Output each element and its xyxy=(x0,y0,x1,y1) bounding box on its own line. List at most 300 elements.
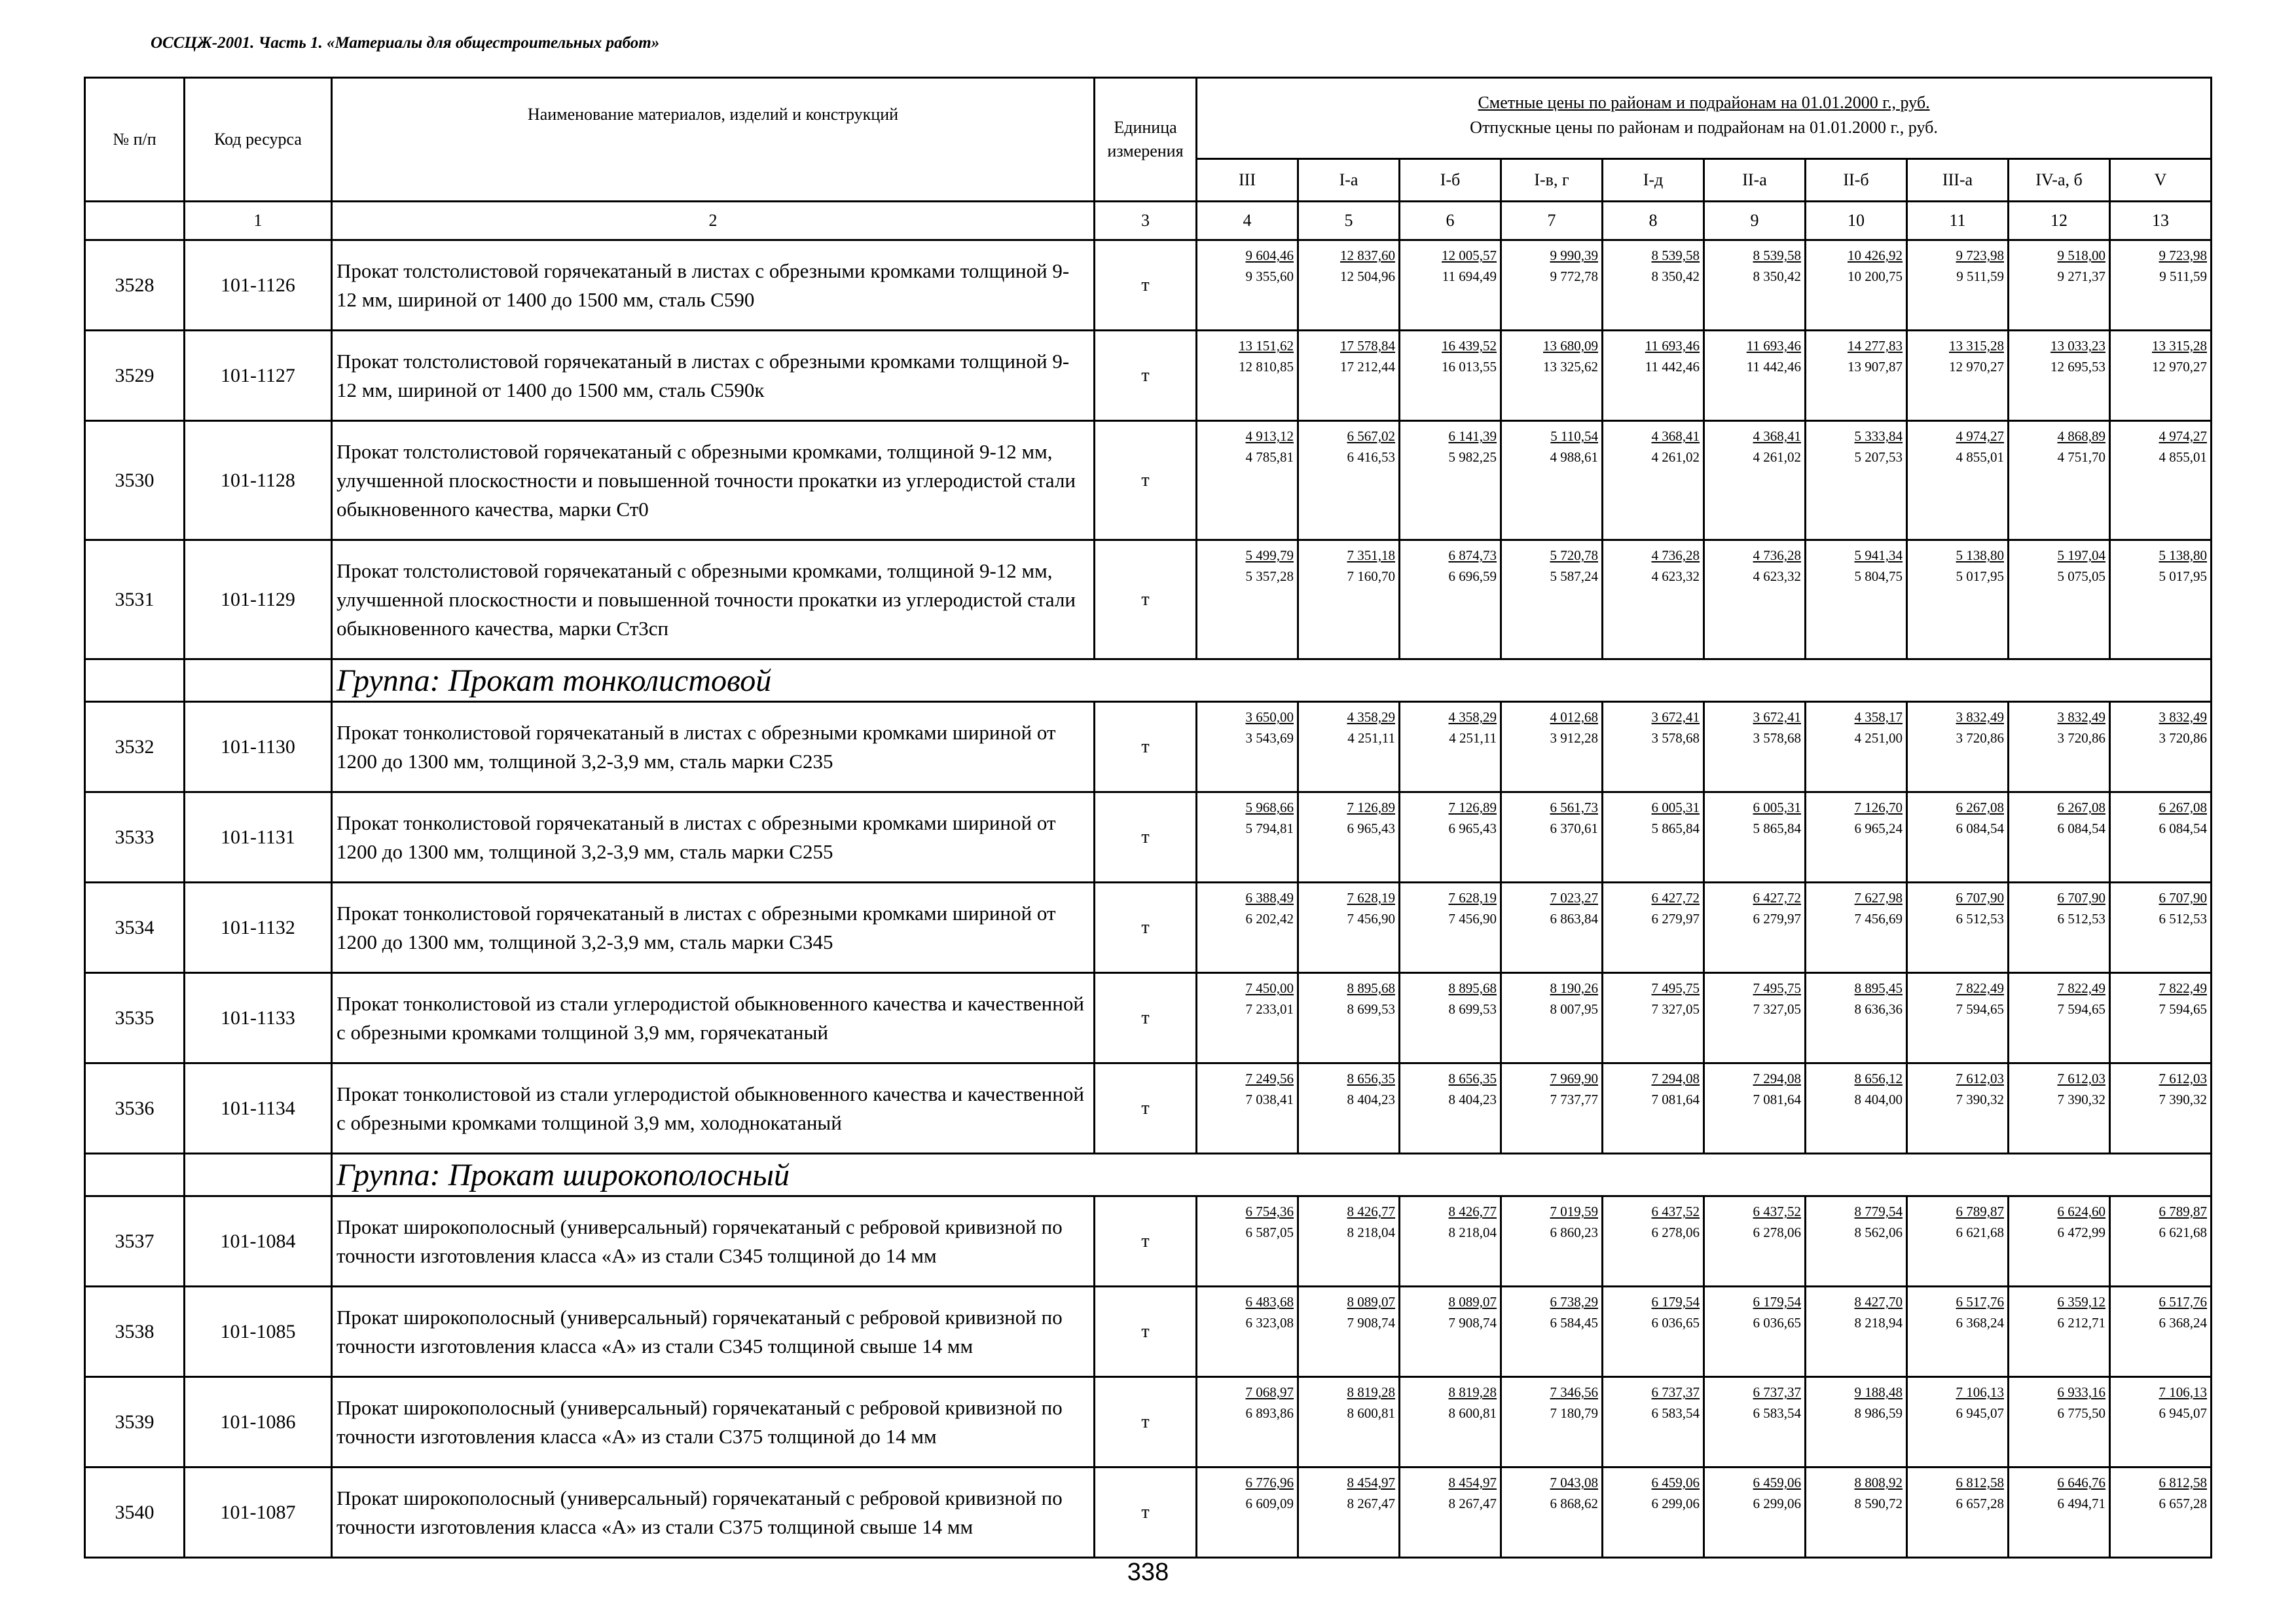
release-price: 8 218,04 xyxy=(1347,1225,1395,1240)
table-row xyxy=(85,421,2212,540)
estimate-price: 4 358,29 xyxy=(1347,709,1395,725)
estimate-price: 7 294,08 xyxy=(1753,1071,1801,1086)
release-price: 6 945,07 xyxy=(2159,1405,2208,1421)
estimate-price: 7 023,27 xyxy=(1550,890,1598,906)
resource-code: 101-1130 xyxy=(185,702,332,792)
estimate-price: 7 126,89 xyxy=(1347,800,1395,815)
estimate-price: 7 106,13 xyxy=(1956,1384,2004,1400)
estimate-price: 5 197,04 xyxy=(2057,547,2105,563)
price-cell xyxy=(1603,240,1704,331)
release-price: 7 456,69 xyxy=(1854,911,1903,927)
release-price: 7 038,41 xyxy=(1245,1092,1294,1107)
table-row xyxy=(85,1377,2212,1467)
price-cell xyxy=(1704,1287,1806,1377)
table-row xyxy=(85,973,2212,1063)
header-unit: Единица измерения xyxy=(1095,78,1197,202)
release-price: 4 251,00 xyxy=(1854,730,1903,746)
column-number: 4 xyxy=(1197,202,1298,240)
table-row xyxy=(85,540,2212,659)
price-cell xyxy=(1704,240,1806,331)
estimate-price: 4 974,27 xyxy=(2159,428,2208,444)
price-cell xyxy=(1400,421,1501,540)
unit-of-measure: т xyxy=(1095,331,1197,421)
release-price: 7 456,90 xyxy=(1347,911,1395,927)
price-cell xyxy=(1501,1063,1603,1154)
release-price: 7 456,90 xyxy=(1448,911,1497,927)
release-price: 7 327,05 xyxy=(1651,1001,1700,1017)
material-name: Прокат тонколистовой горячекатаный в листах с обрезными кромками шириной от 1200 до 1300 мм, толщиной 3,2-3,9 мм, сталь марки С235 xyxy=(332,702,1095,792)
header-region: I-в, г xyxy=(1501,159,1603,202)
estimate-price: 16 439,52 xyxy=(1442,338,1497,354)
release-price: 8 350,42 xyxy=(1753,268,1801,284)
price-cell xyxy=(2110,1467,2212,1558)
price-cell xyxy=(1501,421,1603,540)
row-number: 3528 xyxy=(85,240,185,331)
release-price: 6 494,71 xyxy=(2057,1496,2105,1511)
release-price: 6 863,84 xyxy=(1550,911,1598,927)
resource-code: 101-1131 xyxy=(185,792,332,883)
release-price: 8 267,47 xyxy=(1347,1496,1395,1511)
table-row xyxy=(85,1063,2212,1154)
price-cell xyxy=(1603,421,1704,540)
table-row xyxy=(85,792,2212,883)
price-cell xyxy=(1501,883,1603,973)
resource-code: 101-1127 xyxy=(185,331,332,421)
estimate-price: 6 437,52 xyxy=(1753,1204,1801,1219)
estimate-price: 6 005,31 xyxy=(1651,800,1700,815)
price-cell xyxy=(2009,883,2110,973)
estimate-price: 5 110,54 xyxy=(1550,428,1598,444)
estimate-price: 8 454,97 xyxy=(1448,1475,1497,1490)
document-header: ОССЦЖ-2001. Часть 1. «Материалы для общестроительных работ» xyxy=(151,34,660,52)
release-price: 4 261,02 xyxy=(1753,449,1801,465)
release-price: 7 081,64 xyxy=(1753,1092,1801,1107)
release-price: 6 868,62 xyxy=(1550,1496,1598,1511)
estimate-price: 8 427,70 xyxy=(1854,1294,1903,1310)
price-cell xyxy=(1400,1467,1501,1558)
estimate-price: 6 359,12 xyxy=(2057,1294,2105,1310)
header-region: V xyxy=(2110,159,2212,202)
release-price: 6 583,54 xyxy=(1753,1405,1801,1421)
release-price: 5 017,95 xyxy=(1956,568,2004,584)
estimate-price: 6 646,76 xyxy=(2057,1475,2105,1490)
price-cell xyxy=(1806,1287,1907,1377)
release-price: 4 855,01 xyxy=(2159,449,2208,465)
column-number: 2 xyxy=(332,202,1095,240)
estimate-price: 5 941,34 xyxy=(1854,547,1903,563)
price-cell xyxy=(1907,1063,2009,1154)
estimate-price: 7 351,18 xyxy=(1347,547,1395,563)
price-cell xyxy=(1400,540,1501,659)
release-price: 7 390,32 xyxy=(2057,1092,2105,1107)
price-cell xyxy=(2009,240,2110,331)
column-number: 1 xyxy=(185,202,332,240)
estimate-price: 4 358,29 xyxy=(1448,709,1497,725)
row-number: 3534 xyxy=(85,883,185,973)
estimate-price: 6 738,29 xyxy=(1550,1294,1598,1310)
table-row xyxy=(85,1467,2212,1558)
price-cell xyxy=(1907,702,2009,792)
estimate-price: 6 005,31 xyxy=(1753,800,1801,815)
unit-of-measure: т xyxy=(1095,1196,1197,1287)
header-price-smeta: Сметные цены по районам и подрайонам на 01.01.2000 г., руб. xyxy=(1478,93,1930,112)
estimate-price: 4 736,28 xyxy=(1651,547,1700,563)
release-price: 12 810,85 xyxy=(1239,359,1294,375)
table-row xyxy=(85,702,2212,792)
price-cell xyxy=(2110,1196,2212,1287)
price-cell xyxy=(1298,702,1400,792)
resource-code: 101-1133 xyxy=(185,973,332,1063)
release-price: 6 368,24 xyxy=(2159,1315,2208,1331)
estimate-price: 4 736,28 xyxy=(1753,547,1801,563)
release-price: 7 390,32 xyxy=(2159,1092,2208,1107)
resource-code: 101-1087 xyxy=(185,1467,332,1558)
release-price: 5 794,81 xyxy=(1245,821,1294,836)
row-number: 3538 xyxy=(85,1287,185,1377)
release-price: 3 578,68 xyxy=(1651,730,1700,746)
price-cell xyxy=(2110,331,2212,421)
release-price: 8 007,95 xyxy=(1550,1001,1598,1017)
estimate-price: 8 426,77 xyxy=(1347,1204,1395,1219)
row-number: 3539 xyxy=(85,1377,185,1467)
material-name: Прокат тонколистовой из стали углеродистой обыкновенного качества и качественной с обрезными кромками толщиной 3,9 мм, горячекатаный xyxy=(332,973,1095,1063)
release-price: 3 543,69 xyxy=(1245,730,1294,746)
estimate-price: 11 693,46 xyxy=(1746,338,1801,354)
unit-of-measure: т xyxy=(1095,973,1197,1063)
estimate-price: 6 812,58 xyxy=(2159,1475,2208,1490)
release-price: 6 584,45 xyxy=(1550,1315,1598,1331)
estimate-price: 9 518,00 xyxy=(2057,248,2105,263)
estimate-price: 8 656,35 xyxy=(1347,1071,1395,1086)
column-number: 9 xyxy=(1704,202,1806,240)
estimate-price: 8 819,28 xyxy=(1448,1384,1497,1400)
price-cell xyxy=(1704,1377,1806,1467)
release-price: 6 583,54 xyxy=(1651,1405,1700,1421)
estimate-price: 7 126,89 xyxy=(1448,800,1497,815)
header-num: № п/п xyxy=(85,78,185,202)
price-cell xyxy=(1603,973,1704,1063)
unit-of-measure: т xyxy=(1095,792,1197,883)
price-cell xyxy=(1298,421,1400,540)
price-cell xyxy=(1197,1467,1298,1558)
release-price: 6 279,97 xyxy=(1753,911,1801,927)
estimate-price: 8 190,26 xyxy=(1550,980,1598,996)
estimate-price: 8 895,45 xyxy=(1854,980,1903,996)
column-number: 3 xyxy=(1095,202,1197,240)
price-cell xyxy=(2009,1196,2110,1287)
release-price: 12 970,27 xyxy=(1949,359,2004,375)
release-price: 12 695,53 xyxy=(2050,359,2105,375)
release-price: 7 390,32 xyxy=(1956,1092,2004,1107)
price-cell xyxy=(2110,1287,2212,1377)
resource-code: 101-1085 xyxy=(185,1287,332,1377)
estimate-price: 7 627,98 xyxy=(1854,890,1903,906)
price-cell xyxy=(1806,421,1907,540)
price-cell xyxy=(1400,1196,1501,1287)
price-cell xyxy=(1603,1063,1704,1154)
estimate-price: 12 005,57 xyxy=(1442,248,1497,263)
release-price: 6 657,28 xyxy=(1956,1496,2004,1511)
price-cell xyxy=(1704,331,1806,421)
material-name: Прокат тонколистовой из стали углеродистой обыкновенного качества и качественной с обрезными кромками толщиной 3,9 мм, холоднокатаный xyxy=(332,1063,1095,1154)
price-cell xyxy=(1603,883,1704,973)
estimate-price: 6 459,06 xyxy=(1651,1475,1700,1490)
group-spacer xyxy=(185,1154,332,1196)
release-price: 6 965,43 xyxy=(1347,821,1395,836)
price-cell xyxy=(2009,1467,2110,1558)
header-region: I-д xyxy=(1603,159,1704,202)
release-price: 8 600,81 xyxy=(1347,1405,1395,1421)
estimate-price: 6 567,02 xyxy=(1347,428,1395,444)
price-cell xyxy=(1298,792,1400,883)
estimate-price: 8 656,12 xyxy=(1854,1071,1903,1086)
estimate-price: 5 499,79 xyxy=(1245,547,1294,563)
release-price: 8 267,47 xyxy=(1448,1496,1497,1511)
estimate-price: 17 578,84 xyxy=(1340,338,1395,354)
release-price: 8 404,23 xyxy=(1448,1092,1497,1107)
estimate-price: 6 427,72 xyxy=(1651,890,1700,906)
estimate-price: 7 106,13 xyxy=(2159,1384,2208,1400)
unit-of-measure: т xyxy=(1095,1377,1197,1467)
unit-of-measure: т xyxy=(1095,540,1197,659)
resource-code: 101-1128 xyxy=(185,421,332,540)
estimate-price: 9 188,48 xyxy=(1854,1384,1903,1400)
price-cell xyxy=(1501,792,1603,883)
estimate-price: 7 019,59 xyxy=(1550,1204,1598,1219)
unit-of-measure: т xyxy=(1095,883,1197,973)
release-price: 6 212,71 xyxy=(2057,1315,2105,1331)
material-name: Прокат толстолистовой горячекатаный с обрезными кромками, толщиной 9-12 мм, улучшенной плоскостности и повышенной точности прокатки из углеродистой стали обыкновенного качества, марки Ст3сп xyxy=(332,540,1095,659)
release-price: 8 986,59 xyxy=(1854,1405,1903,1421)
estimate-price: 6 624,60 xyxy=(2057,1204,2105,1219)
release-price: 7 594,65 xyxy=(1956,1001,2004,1017)
price-cell xyxy=(1400,702,1501,792)
price-cell xyxy=(1806,702,1907,792)
price-cell xyxy=(2110,540,2212,659)
estimate-price: 4 868,89 xyxy=(2057,428,2105,444)
release-price: 7 594,65 xyxy=(2057,1001,2105,1017)
release-price: 6 084,54 xyxy=(2057,821,2105,836)
estimate-price: 8 426,77 xyxy=(1448,1204,1497,1219)
estimate-price: 6 737,37 xyxy=(1651,1384,1700,1400)
release-price: 7 594,65 xyxy=(2159,1001,2208,1017)
header-price-otp: Отпускные цены по районам и подрайонам на 01.01.2000 г., руб. xyxy=(1470,118,1938,137)
price-cell xyxy=(1704,1196,1806,1287)
estimate-price: 7 043,08 xyxy=(1550,1475,1598,1490)
estimate-price: 6 179,54 xyxy=(1753,1294,1801,1310)
price-cell xyxy=(1298,973,1400,1063)
estimate-price: 8 895,68 xyxy=(1347,980,1395,996)
unit-of-measure: т xyxy=(1095,702,1197,792)
release-price: 11 442,46 xyxy=(1746,359,1801,375)
price-cell xyxy=(1197,883,1298,973)
estimate-price: 8 089,07 xyxy=(1448,1294,1497,1310)
estimate-price: 6 388,49 xyxy=(1245,890,1294,906)
release-price: 3 720,86 xyxy=(2057,730,2105,746)
estimate-price: 7 346,56 xyxy=(1550,1384,1598,1400)
price-cell xyxy=(1907,883,2009,973)
price-cell xyxy=(1806,883,1907,973)
estimate-price: 6 517,76 xyxy=(2159,1294,2208,1310)
release-price: 6 621,68 xyxy=(1956,1225,2004,1240)
price-cell xyxy=(1197,1063,1298,1154)
material-name: Прокат широкополосный (универсальный) горячекатаный с ребровой кривизной по точности изготовления класса «А» из стали С345 толщиной до 14 мм xyxy=(332,1196,1095,1287)
estimate-price: 10 426,92 xyxy=(1848,248,1903,263)
estimate-price: 3 832,49 xyxy=(1956,709,2004,725)
release-price: 6 945,07 xyxy=(1956,1405,2004,1421)
estimate-price: 7 249,56 xyxy=(1245,1071,1294,1086)
price-cell xyxy=(1298,240,1400,331)
release-price: 6 775,50 xyxy=(2057,1405,2105,1421)
release-price: 4 251,11 xyxy=(1347,730,1395,746)
release-price: 11 694,49 xyxy=(1442,268,1497,284)
row-number: 3529 xyxy=(85,331,185,421)
price-cell xyxy=(1501,1377,1603,1467)
column-number: 6 xyxy=(1400,202,1501,240)
price-cell xyxy=(1603,1287,1704,1377)
unit-of-measure: т xyxy=(1095,421,1197,540)
estimate-price: 5 968,66 xyxy=(1245,800,1294,815)
release-price: 12 504,96 xyxy=(1340,268,1395,284)
release-price: 5 207,53 xyxy=(1854,449,1903,465)
estimate-price: 3 672,41 xyxy=(1651,709,1700,725)
header-name: Наименование материалов, изделий и конструкций xyxy=(332,78,1095,202)
price-cell xyxy=(1197,1196,1298,1287)
release-price: 16 013,55 xyxy=(1442,359,1497,375)
group-row xyxy=(85,1154,2212,1196)
price-cell xyxy=(1806,540,1907,659)
price-cell xyxy=(1806,240,1907,331)
table-row xyxy=(85,883,2212,973)
estimate-price: 7 495,75 xyxy=(1753,980,1801,996)
price-cell xyxy=(1298,1467,1400,1558)
release-price: 8 699,53 xyxy=(1347,1001,1395,1017)
price-cell xyxy=(1907,1377,2009,1467)
header-region: III xyxy=(1197,159,1298,202)
price-cell xyxy=(1501,702,1603,792)
estimate-price: 13 033,23 xyxy=(2050,338,2105,354)
release-price: 8 350,42 xyxy=(1651,268,1700,284)
estimate-price: 8 656,35 xyxy=(1448,1071,1497,1086)
release-price: 9 772,78 xyxy=(1550,268,1598,284)
release-price: 7 737,77 xyxy=(1550,1092,1598,1107)
price-cell xyxy=(2110,702,2212,792)
price-cell xyxy=(1907,1196,2009,1287)
estimate-price: 4 913,12 xyxy=(1245,428,1294,444)
table-row xyxy=(85,1196,2212,1287)
release-price: 6 512,53 xyxy=(2057,911,2105,927)
material-name: Прокат толстолистовой горячекатаный с обрезными кромками, толщиной 9-12 мм, улучшенной плоскостности и повышенной точности прокатки из углеродистой стали обыкновенного качества, марки Ст0 xyxy=(332,421,1095,540)
release-price: 9 511,59 xyxy=(2159,268,2208,284)
group-row xyxy=(85,659,2212,702)
estimate-price: 7 628,19 xyxy=(1448,890,1497,906)
price-cell xyxy=(1400,792,1501,883)
table-row xyxy=(85,331,2212,421)
price-cell xyxy=(1298,540,1400,659)
price-cell xyxy=(1400,240,1501,331)
price-cell xyxy=(2009,1287,2110,1377)
resource-code: 101-1084 xyxy=(185,1196,332,1287)
price-cell xyxy=(1603,1467,1704,1558)
estimate-price: 7 126,70 xyxy=(1854,800,1903,815)
column-number: 8 xyxy=(1603,202,1704,240)
estimate-price: 6 141,39 xyxy=(1448,428,1497,444)
estimate-price: 8 539,58 xyxy=(1753,248,1801,263)
price-cell xyxy=(2009,421,2110,540)
release-price: 6 084,54 xyxy=(1956,821,2004,836)
price-cell xyxy=(1298,883,1400,973)
column-number: 7 xyxy=(1501,202,1603,240)
release-price: 6 323,08 xyxy=(1245,1315,1294,1331)
estimate-price: 6 267,08 xyxy=(2159,800,2208,815)
price-cell xyxy=(1704,702,1806,792)
release-price: 6 587,05 xyxy=(1245,1225,1294,1240)
price-cell xyxy=(2110,240,2212,331)
release-price: 4 785,81 xyxy=(1245,449,1294,465)
estimate-price: 8 539,58 xyxy=(1651,248,1700,263)
price-cell xyxy=(1400,331,1501,421)
release-price: 8 699,53 xyxy=(1448,1001,1497,1017)
price-cell xyxy=(1806,1196,1907,1287)
estimate-price: 7 294,08 xyxy=(1651,1071,1700,1086)
material-name: Прокат тонколистовой горячекатаный в листах с обрезными кромками шириной от 1200 до 1300 мм, толщиной 3,2-3,9 мм, сталь марки С345 xyxy=(332,883,1095,973)
price-cell xyxy=(1197,792,1298,883)
estimate-price: 7 068,97 xyxy=(1245,1384,1294,1400)
estimate-price: 9 990,39 xyxy=(1550,248,1598,263)
release-price: 6 368,24 xyxy=(1956,1315,2004,1331)
release-price: 6 202,42 xyxy=(1245,911,1294,927)
price-cell xyxy=(1603,1377,1704,1467)
estimate-price: 3 650,00 xyxy=(1245,709,1294,725)
estimate-price: 6 437,52 xyxy=(1651,1204,1700,1219)
price-cell xyxy=(1603,540,1704,659)
release-price: 4 855,01 xyxy=(1956,449,2004,465)
estimate-price: 13 680,09 xyxy=(1543,338,1598,354)
estimate-price: 6 267,08 xyxy=(1956,800,2004,815)
release-price: 7 233,01 xyxy=(1245,1001,1294,1017)
release-price: 4 261,02 xyxy=(1651,449,1700,465)
price-table xyxy=(84,77,2212,1559)
price-cell xyxy=(1907,240,2009,331)
estimate-price: 5 138,80 xyxy=(2159,547,2208,563)
page-number: 338 xyxy=(1127,1559,1169,1586)
release-price: 7 180,79 xyxy=(1550,1405,1598,1421)
header-region: IV-а, б xyxy=(2009,159,2110,202)
estimate-price: 6 754,36 xyxy=(1245,1204,1294,1219)
estimate-price: 6 707,90 xyxy=(2159,890,2208,906)
resource-code: 101-1134 xyxy=(185,1063,332,1154)
price-cell xyxy=(1501,540,1603,659)
release-price: 6 036,65 xyxy=(1753,1315,1801,1331)
row-number: 3533 xyxy=(85,792,185,883)
estimate-price: 11 693,46 xyxy=(1645,338,1700,354)
row-number: 3530 xyxy=(85,421,185,540)
release-price: 6 416,53 xyxy=(1347,449,1395,465)
release-price: 9 355,60 xyxy=(1245,268,1294,284)
release-price: 6 279,97 xyxy=(1651,911,1700,927)
column-number-row xyxy=(85,202,2212,240)
header-region: II-а xyxy=(1704,159,1806,202)
price-cell xyxy=(1704,540,1806,659)
price-cell xyxy=(1907,331,2009,421)
release-price: 8 404,00 xyxy=(1854,1092,1903,1107)
estimate-price: 6 707,90 xyxy=(1956,890,2004,906)
release-price: 6 084,54 xyxy=(2159,821,2208,836)
price-cell xyxy=(2110,792,2212,883)
estimate-price: 6 776,96 xyxy=(1245,1475,1294,1490)
resource-code: 101-1126 xyxy=(185,240,332,331)
price-cell xyxy=(1603,792,1704,883)
